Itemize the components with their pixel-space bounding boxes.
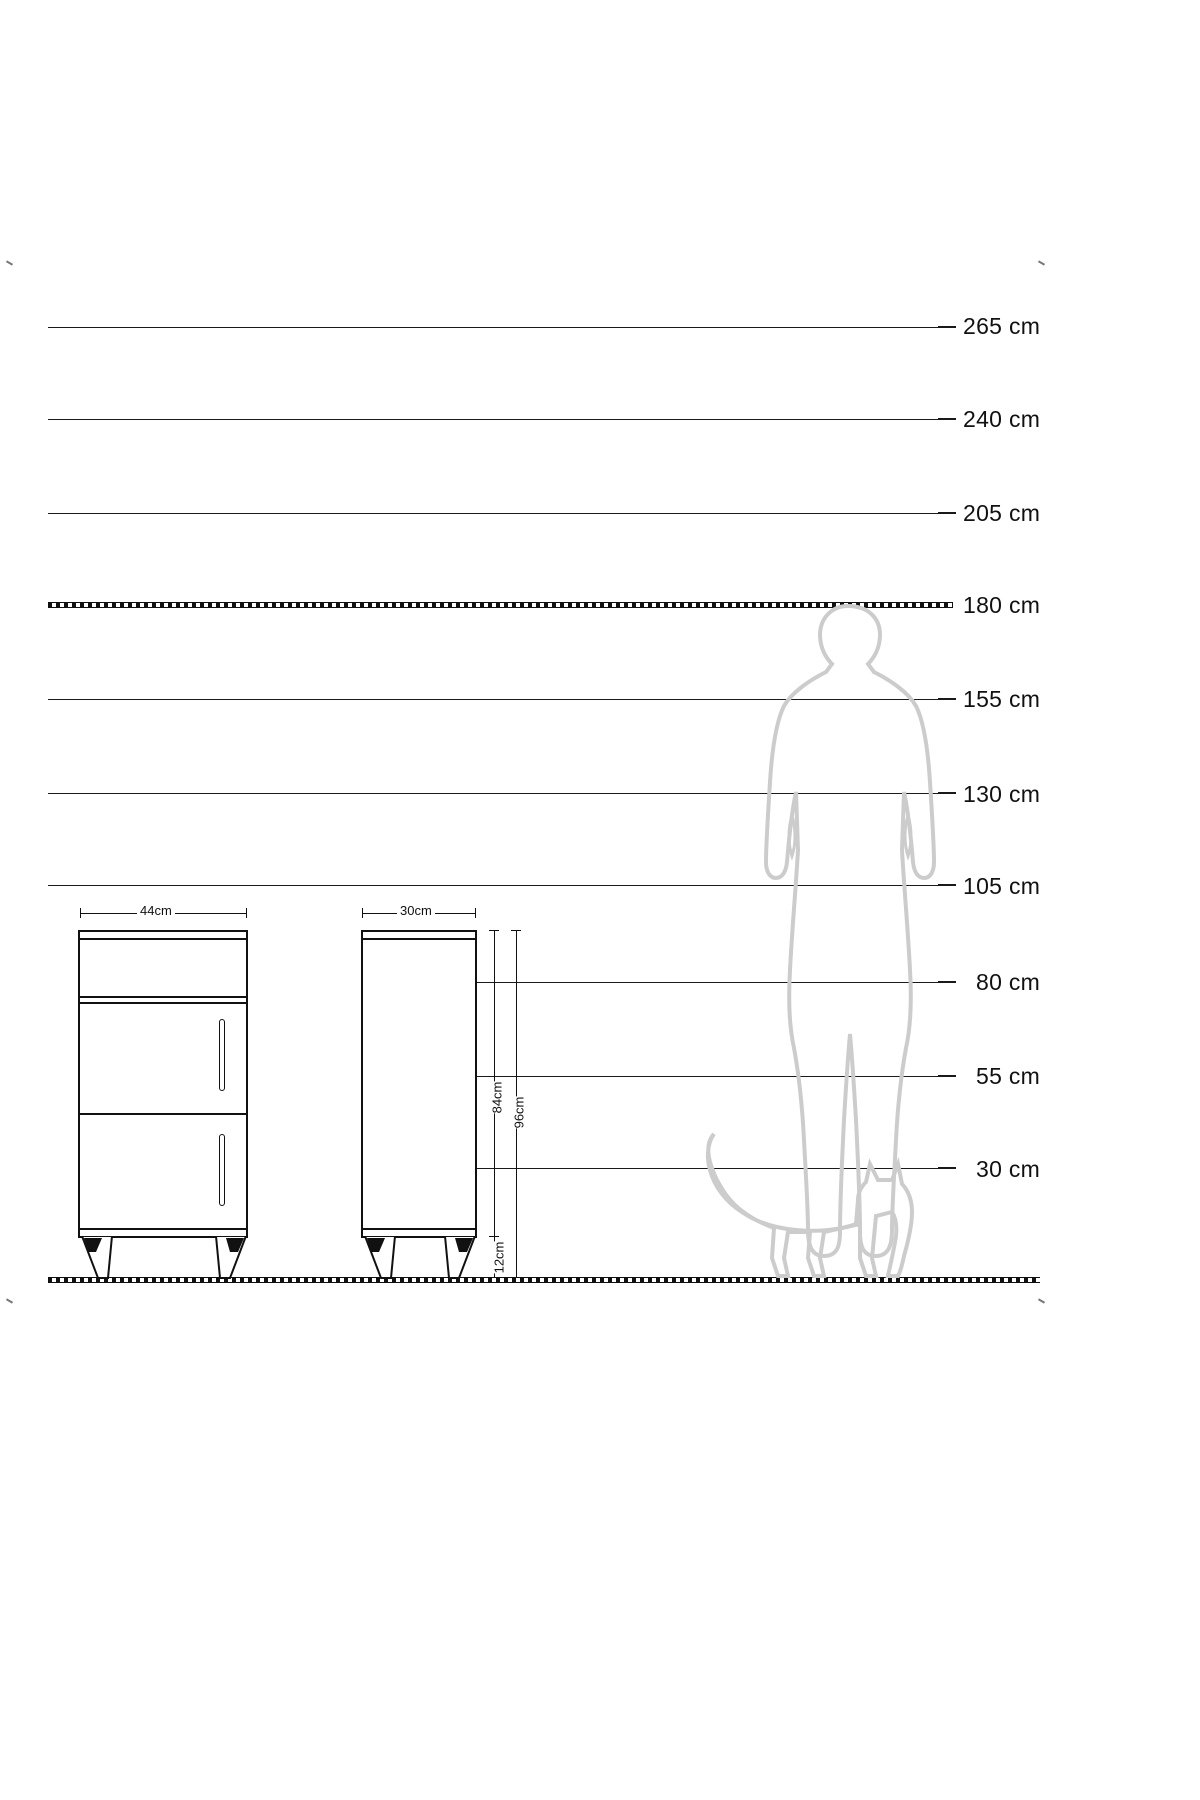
dim-cap-total-top — [511, 930, 521, 931]
cabinet-side-top-line — [363, 938, 475, 940]
scale-label-240: 240 cm — [963, 406, 1041, 432]
cabinet-front-handle-lower[interactable] — [219, 1134, 225, 1206]
dim-cap-front-right — [246, 908, 247, 918]
cabinet-front-door-divider — [80, 1113, 246, 1115]
dim-cap-side-left — [362, 908, 363, 918]
scale-label-55: 55 cm — [976, 1063, 1041, 1089]
dim-cap-leg-bottom — [489, 1277, 499, 1278]
scale-line-205 — [48, 513, 938, 514]
scale-label-130: 130 cm — [963, 781, 1041, 807]
corner-mark-top-right — [1038, 260, 1045, 265]
cabinet-side-body — [361, 930, 477, 1238]
dim-cap-total-bottom — [511, 1277, 521, 1278]
cabinet-front-top-shelf-line — [80, 938, 246, 940]
cabinet-front-shelf-divider — [80, 996, 246, 998]
scale-label-180: 180 cm — [963, 592, 1041, 618]
corner-mark-bottom-left — [6, 1298, 13, 1303]
dim-label-side-width: 30cm — [397, 903, 435, 918]
scale-label-205: 205 cm — [963, 500, 1041, 526]
dim-cap-side-right — [475, 908, 476, 918]
cabinet-front-shelf-divider-2 — [80, 1002, 246, 1004]
dim-label-leg-height: 12cm — [491, 1241, 507, 1274]
scale-tick-240 — [938, 418, 956, 420]
cabinet-front-bottom-line — [80, 1228, 246, 1230]
cabinet-side-bottom-line — [363, 1228, 475, 1230]
scale-line-240 — [48, 419, 938, 420]
corner-mark-top-left — [6, 260, 13, 265]
cabinet-side-legs — [361, 1236, 479, 1280]
scale-label-30: 30 cm — [976, 1156, 1041, 1182]
scale-label-105: 105 cm — [963, 873, 1041, 899]
scale-tick-265 — [938, 326, 956, 328]
scale-line-265 — [48, 327, 938, 328]
corner-mark-bottom-right — [1038, 1298, 1045, 1303]
dim-label-total-height: 96cm — [511, 1096, 527, 1129]
dim-cap-leg-top — [489, 1236, 499, 1237]
scale-label-155: 155 cm — [963, 686, 1041, 712]
scale-label-80: 80 cm — [976, 969, 1041, 995]
dim-cap-body-top — [489, 930, 499, 931]
dim-label-front-width: 44cm — [137, 903, 175, 918]
cabinet-front-handle-upper[interactable] — [219, 1019, 225, 1091]
cat-silhouette — [700, 1128, 920, 1280]
scale-label-265: 265 cm — [963, 313, 1041, 339]
dim-cap-front-left — [80, 908, 81, 918]
cabinet-front-legs — [78, 1236, 250, 1280]
scale-tick-205 — [938, 512, 956, 514]
dim-label-body-height: 84cm — [489, 1081, 505, 1114]
